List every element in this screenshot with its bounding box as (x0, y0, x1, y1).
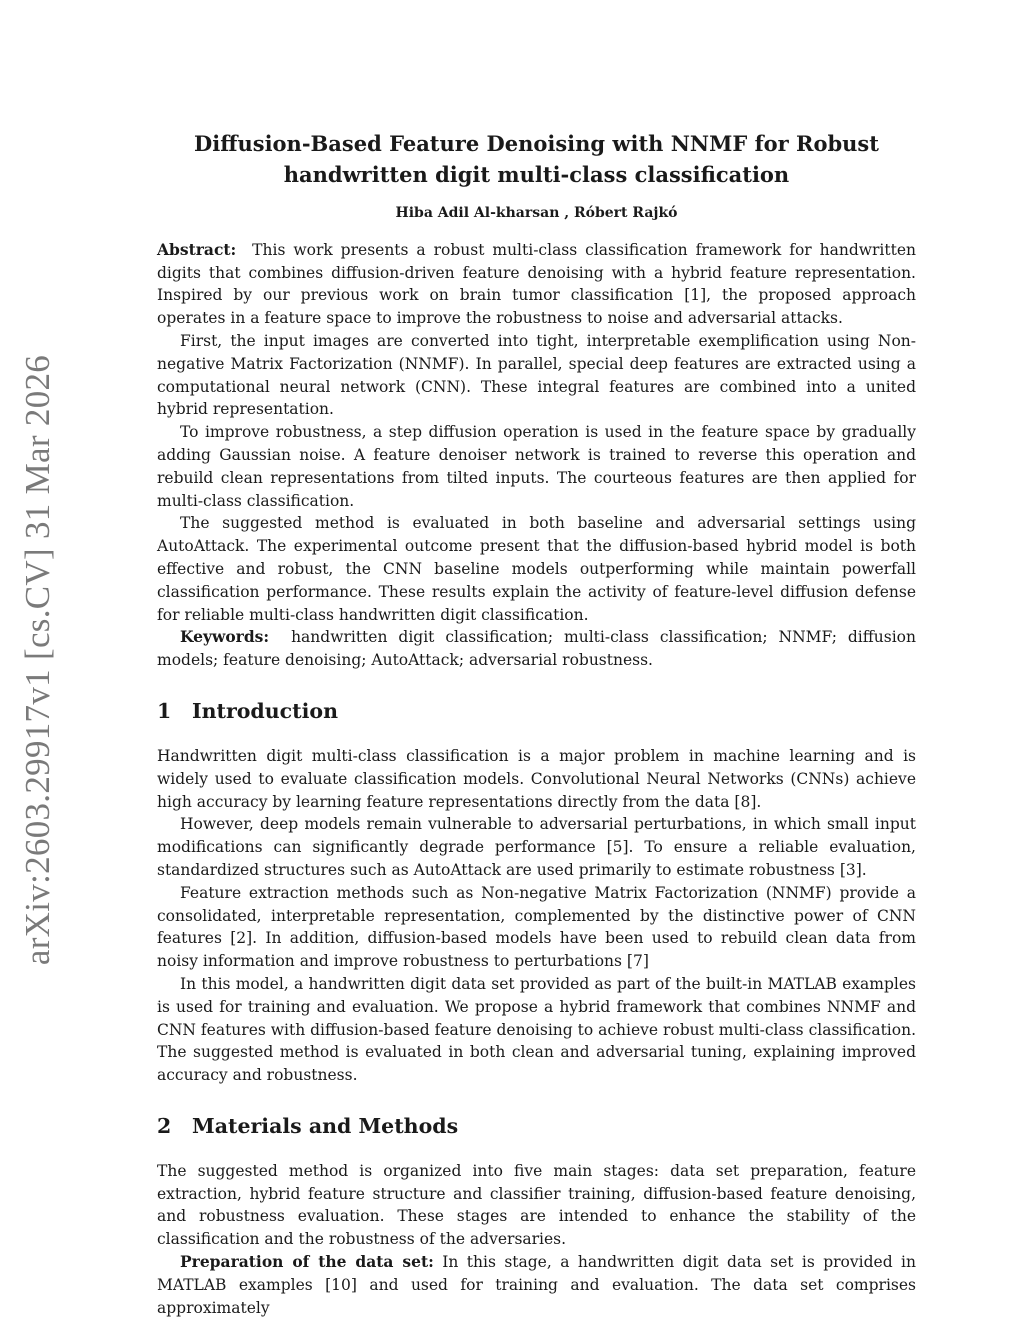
intro-paragraph-1: Handwritten digit multi-class classification is a major problem in machine learning and is widely used to evaluate classification models. Convolutional Neural Networks (CNNs) achieve high accuracy by learning feature representations directly from the data [8]. (157, 746, 916, 811)
keywords-paragraph (157, 626, 916, 672)
arxiv-identifier-stamp (13, 354, 63, 966)
section-1-number: 1 (157, 698, 172, 723)
arxiv-identifier: arXiv:2603.29917v1 [cs.CV] 31 Mar 2026 (18, 354, 57, 966)
abstract-paragraph-2: First, the input images are converted into tight, interpretable exemplification using Non-negative Matrix Factorization (NNMF). In parallel, special deep features are extracted using a computational neural network (CNN). These integral features are combined into a united hybrid representation. (157, 331, 916, 419)
methods-paragraph-2 (157, 1251, 916, 1319)
abstract-paragraph-1 (157, 239, 916, 330)
section-2-heading (157, 1113, 916, 1139)
section-1-heading (157, 698, 916, 724)
intro-paragraph-2: However, deep models remain vulnerable to adversarial perturbations, in which small input modifications can significantly degrade performance [5]. To ensure a reliable evaluation, standardized structures such as AutoAttack are used primarily to estimate robustness [3]. (157, 815, 916, 879)
paper-authors: Hiba Adil Al-kharsan , Róbert Rajkó (395, 205, 678, 221)
abstract-text-1: This work presents a robust multi-class classification framework for handwritten digits that combines diffusion-driven feature denoising with a hybrid feature representation. Inspired by our previous work on brain tumor classification [1], the proposed approach operates in a feature space to improve the robustness to noise and adversarial attacks. (157, 240, 916, 328)
abstract-paragraph-3: To improve robustness, a step diffusion operation is used in the feature space by gradually adding Gaussian noise. A feature denoiser network is trained to reverse this operation and rebuild clean representations from tilted inputs. The courteous features are then applied for multi-class classification. (157, 423, 916, 510)
intro-paragraph-3: Feature extraction methods such as Non-negative Matrix Factorization (NNMF) provide a consolidated, interpretable representation, complemented by the distinctive power of CNN features [2]. In addition, diffusion-based models have been used to rebuild clean data from noisy information and improve robustness to perturbations [7] (157, 883, 916, 971)
abstract-paragraph-4: The suggested method is evaluated in both baseline and adversarial settings using AutoAttack. The experimental outcome present that the diffusion-based hybrid model is both effective and robust, the CNN baseline models outperforming while maintain powerfall classification performance. These results explain the activity of feature-level diffusion defense for reliable multi-class handwritten digit classification. (157, 514, 916, 624)
keywords-label: Keywords: (180, 627, 270, 647)
paper-title: Diffusion-Based Feature Denoising with NNMF for Robust handwritten digit multi-class classification (194, 131, 879, 187)
section-2-title: Materials and Methods (192, 1113, 459, 1138)
keywords-text: handwritten digit classification; multi-class classification; NNMF; diffusion models; feature denoising; AutoAttack; adversarial robustness. (157, 628, 916, 670)
methods-paragraph-1: The suggested method is organized into five main stages: data set preparation, feature extraction, hybrid feature structure and classifier training, diffusion-based feature denoising, and robustness evaluation. These stages are intended to enhance the stability of the classification and the robustness of the adversaries. (157, 1161, 916, 1249)
section-2-number: 2 (157, 1113, 172, 1138)
dataset-preparation-label: Preparation of the data set: (180, 1252, 434, 1272)
section-1-title: Introduction (192, 698, 338, 723)
paper-page (157, 128, 916, 1319)
intro-paragraph-4: In this model, a handwritten digit data set provided as part of the built-in MATLAB examples is used for training and evaluation. We propose a hybrid framework that combines NNMF and CNN features with diffusion-based feature denoising to achieve robust multi-class classification. The suggested method is evaluated in both clean and adversarial tuning, explaining improved accuracy and robustness. (157, 974, 916, 1085)
abstract-label: Abstract: (157, 239, 237, 259)
methods-text-2: In this stage, a handwritten digit data set is provided in MATLAB examples [10] and used for training and evaluation. The data set comprises approximately (157, 1253, 916, 1317)
